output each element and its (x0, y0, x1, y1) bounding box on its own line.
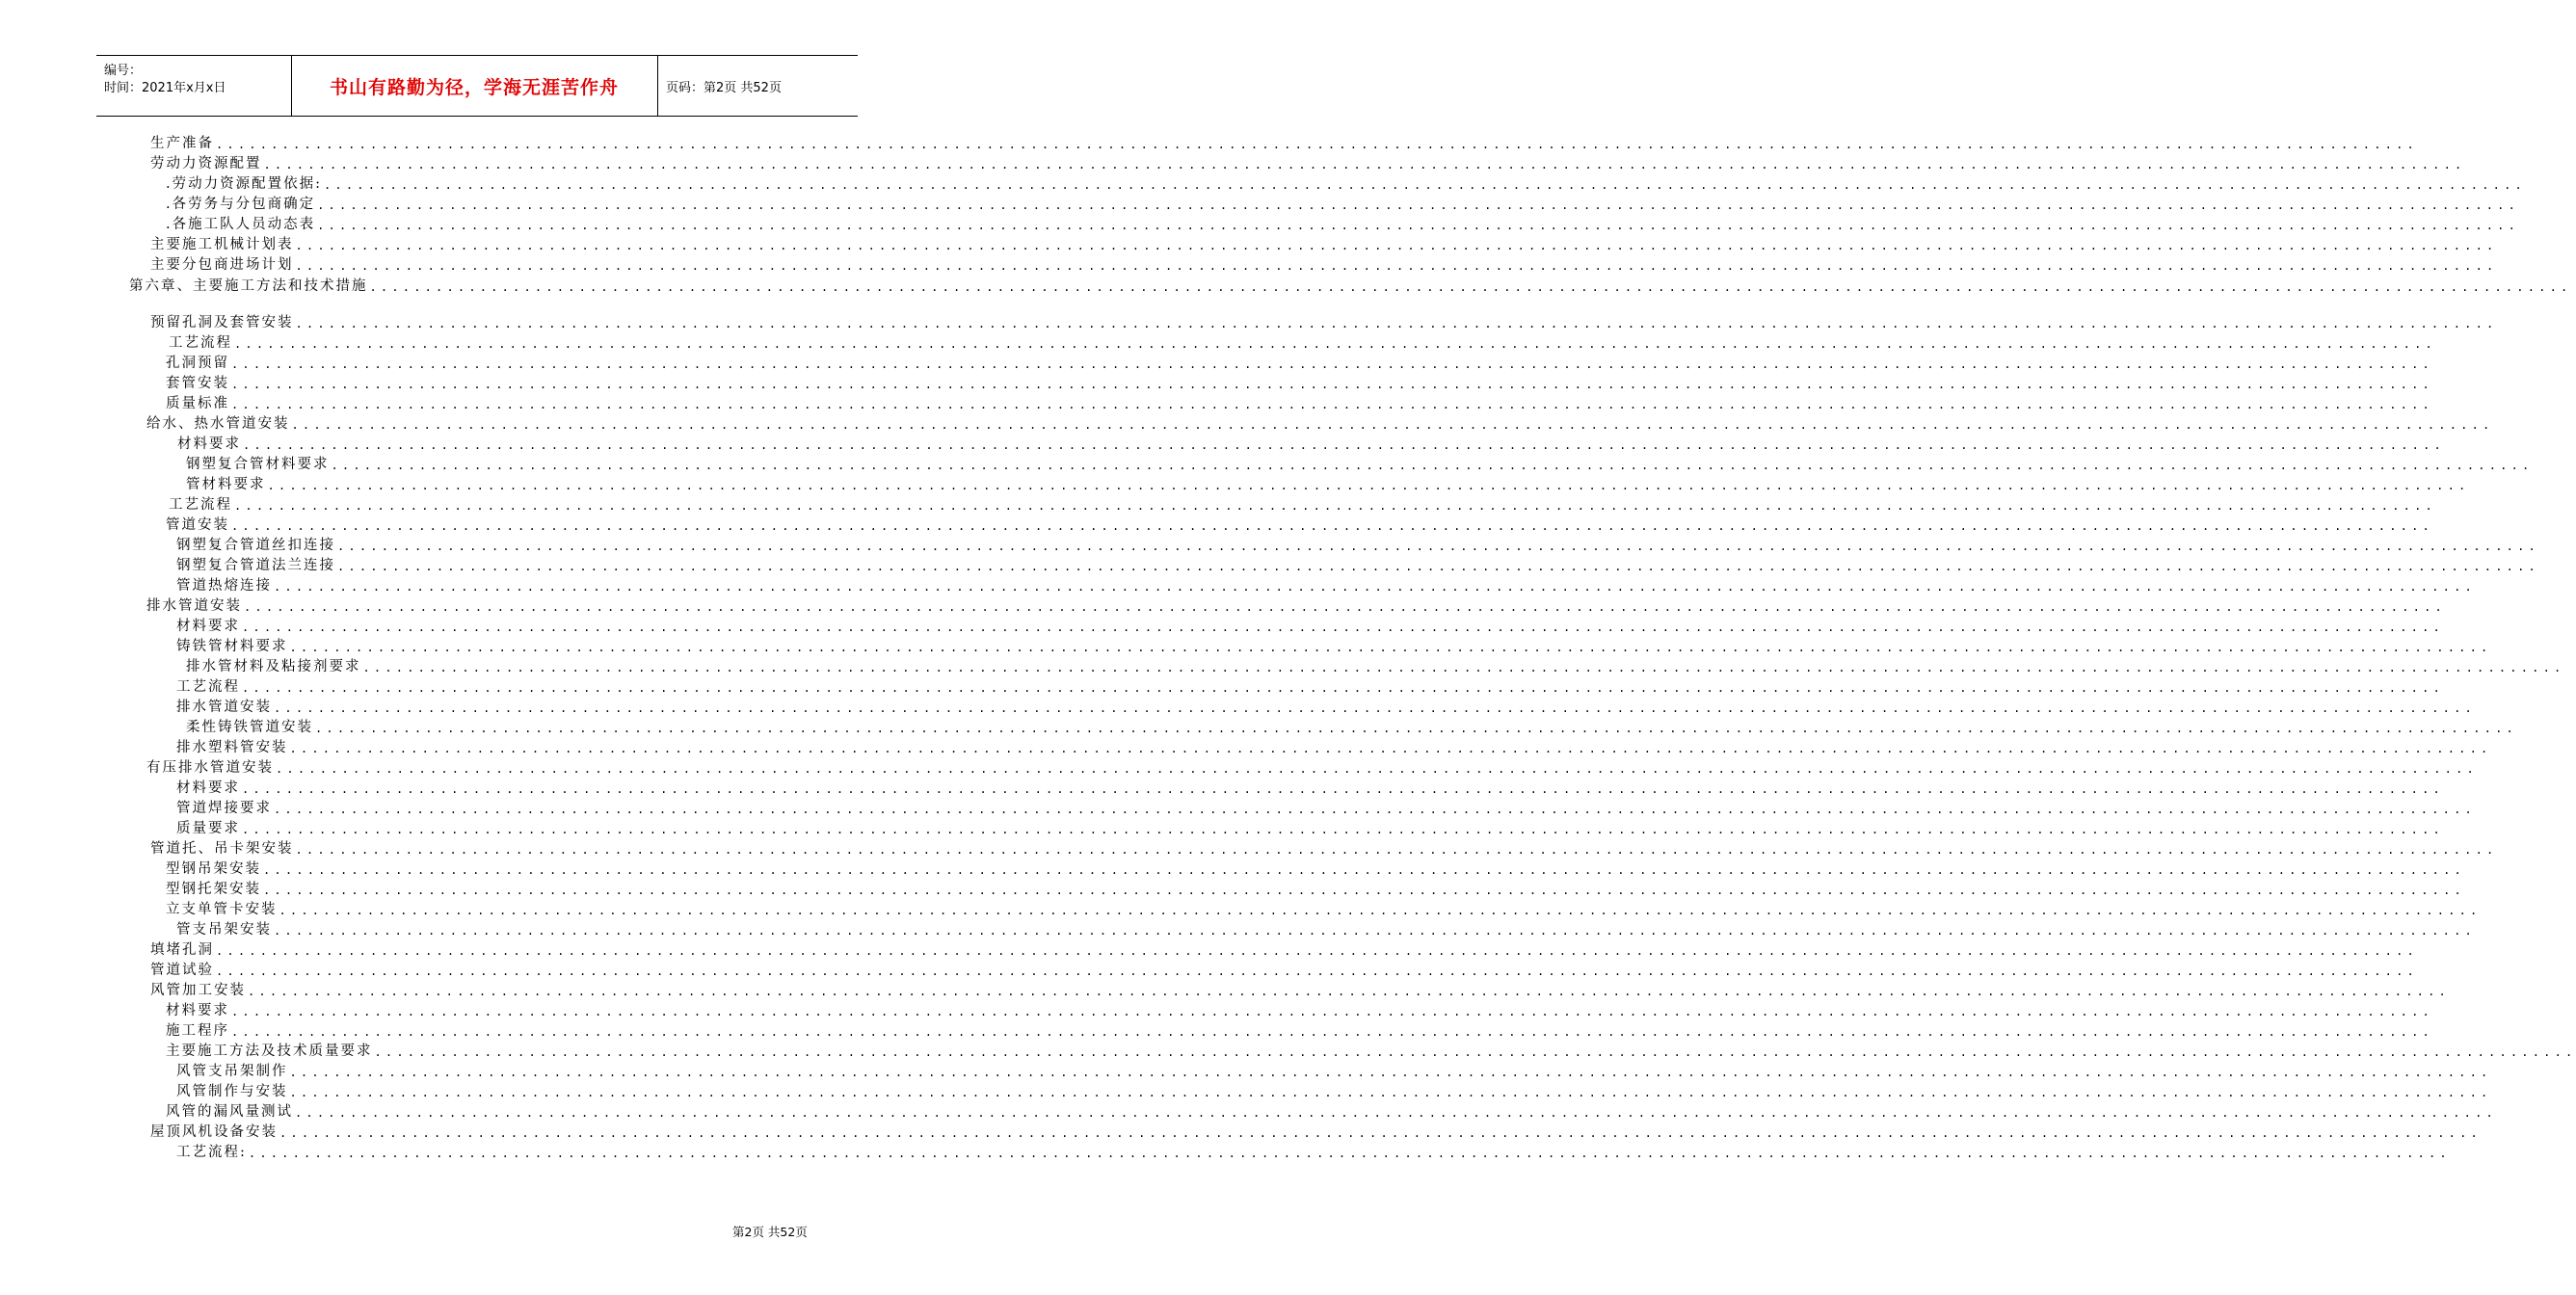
toc-entry-title: 有压排水管道安装 (146, 760, 274, 776)
toc-entry (150, 154, 2466, 174)
toc-entry (166, 195, 2520, 215)
toc-entry (176, 576, 2476, 596)
toc-dot-leader: ........................................................................................................................................................................................................ (295, 1106, 2497, 1120)
toc-dot-leader: ........................................................................................................................................................................................................ (263, 158, 2466, 172)
toc-entry (166, 354, 2433, 374)
toc-entry (166, 215, 2520, 235)
toc-dot-leader: ........................................................................................................................................................................................................ (243, 438, 2445, 452)
toc-entry-title: 排水塑料管安装 (176, 740, 288, 755)
toc-dot-leader: ........................................................................................................................................................................................................ (216, 944, 2418, 958)
toc-entry-title: 主要施工方法及技术质量要求 (166, 1044, 373, 1059)
toc-entry-title: 风管支吊架制作 (176, 1064, 288, 1079)
toc-entry-title: 管支吊架安装 (176, 922, 272, 938)
toc-entry-title: 型钢吊架安装 (166, 861, 261, 877)
toc-entry-title: 管道安装 (166, 517, 229, 533)
toc-dot-leader: ........................................................................................................................................................................................................ (274, 580, 2476, 594)
toc-entry-title: 质量标准 (166, 396, 229, 411)
toc-dot-leader: ........................................................................................................................................................................................................ (242, 681, 2444, 695)
toc-entry (146, 414, 2494, 435)
toc-dot-leader: ........................................................................................................................................................................................................ (242, 782, 2444, 796)
toc-entry (146, 596, 2446, 617)
toc-entry-title: 工艺流程: (176, 1145, 247, 1160)
toc-entry-title: 给水、热水管道安装 (146, 416, 290, 432)
toc-entry-title: .各劳务与分包商确定 (166, 197, 316, 212)
toc-dot-leader: ........................................................................................................................................................................................................ (231, 378, 2433, 391)
header-right-cell (658, 56, 858, 116)
toc-entry (129, 277, 2572, 297)
toc-entry (176, 536, 2539, 556)
toc-entry (169, 333, 2436, 354)
toc-entry (166, 515, 2433, 536)
toc-entry-title: 工艺流程 (169, 335, 232, 351)
toc-dot-leader: ........................................................................................................................................................................................................ (295, 239, 2498, 252)
toc-entry (166, 900, 2482, 920)
toc-dot-leader: ........................................................................................................................................................................................................ (248, 1147, 2451, 1160)
toc-entry (166, 1021, 2433, 1042)
toc-entry (176, 779, 2444, 799)
toc-entry-title: 主要施工机械计划表 (150, 237, 294, 252)
toc-dot-leader: ........................................................................................................................................................................................................ (263, 884, 2465, 897)
toc-dot-leader: ........................................................................................................................................................................................................ (324, 178, 2526, 192)
toc-entry-title: 管道试验 (150, 963, 214, 978)
toc-entry-title: 质量要求 (176, 821, 240, 836)
toc-entry (150, 981, 2450, 1001)
toc-entry (186, 718, 2517, 738)
toc-entry (186, 455, 2534, 475)
toc-dot-leader: ........................................................................................................................................................................................................ (276, 762, 2478, 776)
toc-dot-leader: ........................................................................................................................................................................................................ (242, 823, 2444, 836)
toc-entry-title: 管材料要求 (186, 477, 266, 492)
toc-dot-leader: ........................................................................................................................................................................................................ (337, 540, 2539, 553)
toc-entry (169, 495, 2436, 515)
toc-entry-title: 钢塑复合管道法兰连接 (176, 558, 335, 573)
toc-entry (166, 1001, 2433, 1021)
toc-entry (176, 738, 2492, 758)
toc-entry-title: 套管安装 (166, 376, 229, 391)
toc-dot-leader: ........................................................................................................................................................................................................ (216, 138, 2418, 151)
toc-dot-leader: ........................................................................................................................................................................................................ (231, 519, 2433, 533)
toc-entry-title: 孔洞预留 (166, 356, 229, 371)
toc-entry-title: .劳动力资源配置依据: (166, 176, 322, 192)
header-left-cell (96, 56, 292, 116)
toc-entry-title: 管道托、吊卡架安装 (150, 841, 294, 857)
toc-entry (176, 677, 2444, 698)
toc-entry (176, 1082, 2492, 1102)
toc-dot-leader: ........................................................................................................................................................................................................ (242, 621, 2444, 634)
toc-entry (166, 374, 2433, 394)
date-label: 时间：2021年x月x日 (104, 81, 226, 95)
toc-entry (166, 1102, 2497, 1123)
toc-dot-leader: ........................................................................................................................................................................................................ (234, 499, 2436, 513)
toc-entry (176, 799, 2476, 819)
toc-dot-leader: ........................................................................................................................................................................................................ (263, 863, 2465, 877)
toc-entry (176, 819, 2444, 839)
toc-entry (176, 920, 2476, 940)
toc-entry-title: 立支单管卡安装 (166, 902, 278, 917)
toc-entry-title: 排水管材料及粘接剂要求 (186, 659, 361, 674)
toc-entry (166, 174, 2526, 195)
toc-entry-title: 钢塑复合管道丝扣连接 (176, 538, 335, 553)
toc-dot-leader: ........................................................................................................................................................................................................ (274, 701, 2476, 715)
toc-dot-leader: ........................................................................................................................................................................................................ (362, 661, 2565, 674)
toc-entry (176, 617, 2444, 637)
toc-dot-leader: ........................................................................................................................................................................................................ (274, 803, 2476, 816)
toc-dot-leader: ........................................................................................................................................................................................................ (234, 337, 2436, 351)
toc-entry-title: 材料要求 (176, 780, 240, 796)
toc-dot-leader: ........................................................................................................................................................................................................ (274, 924, 2476, 938)
toc-entry-title: 铸铁管材料要求 (176, 639, 288, 654)
toc-entry (166, 394, 2433, 414)
toc-entry (150, 134, 2418, 154)
motto-text: 书山有路勤为径，学海无涯苦作舟 (329, 77, 619, 98)
toc-entry (146, 758, 2478, 779)
toc-dot-leader: ........................................................................................................................................................................................................ (317, 219, 2520, 232)
toc-entry (176, 698, 2476, 718)
toc-entry-title: 材料要求 (176, 619, 240, 634)
toc-dot-leader: ........................................................................................................................................................................................................ (267, 479, 2470, 492)
toc-entry (186, 657, 2565, 677)
toc-dot-leader: ........................................................................................................................................................................................................ (295, 259, 2498, 273)
toc-dot-leader: ........................................................................................................................................................................................................ (315, 722, 2517, 735)
toc-entry (177, 435, 2445, 455)
toc-entry (150, 1123, 2482, 1143)
toc-entry (150, 235, 2498, 255)
toc-entry (150, 839, 2498, 859)
toc-entry (150, 255, 2498, 276)
toc-entry (186, 475, 2470, 495)
toc-entry-title: 劳动力资源配置 (150, 156, 262, 172)
toc-entry-title: 工艺流程 (176, 679, 240, 695)
toc-entry (150, 313, 2498, 333)
toc-dot-leader: ........................................................................................................................................................................................................ (317, 198, 2520, 212)
toc-entry-title: 材料要求 (177, 436, 241, 452)
toc-dot-leader: ........................................................................................................................................................................................................ (289, 742, 2492, 755)
toc-entry-title: 管道热熔连接 (176, 578, 272, 594)
toc-entry-title: 第六章、主要施工方法和技术措施 (129, 278, 368, 294)
toc-dot-leader: ........................................................................................................................................................................................................ (331, 459, 2534, 472)
toc-dot-leader: ........................................................................................................................................................................................................ (248, 985, 2450, 998)
toc-dot-leader: ........................................................................................................................................................................................................ (279, 904, 2482, 917)
toc-entry-title: 风管的漏风量测试 (166, 1104, 293, 1120)
toc-dot-leader: ........................................................................................................................................................................................................ (295, 317, 2498, 330)
toc-entry (176, 1143, 2451, 1163)
toc-dot-leader: ........................................................................................................................................................................................................ (337, 560, 2539, 573)
toc-entry-title: 生产准备 (150, 136, 214, 151)
toc-dot-leader: ........................................................................................................................................................................................................ (231, 357, 2433, 371)
toc-entry-title: 工艺流程 (169, 497, 232, 513)
toc-entry-title: .各施工队人员动态表 (166, 217, 316, 232)
toc-entry (176, 1062, 2492, 1082)
toc-entry (166, 859, 2465, 880)
toc-dot-leader: ........................................................................................................................................................................................................ (289, 1086, 2492, 1099)
toc-entry (150, 940, 2418, 961)
toc-entry-title: 风管加工安装 (150, 983, 246, 998)
toc-entry (166, 1042, 2576, 1062)
toc-dot-leader: ........................................................................................................................................................................................................ (289, 641, 2492, 654)
toc-entry-title: 填堵孔洞 (150, 942, 214, 958)
page-header (96, 55, 858, 117)
toc-dot-leader: ........................................................................................................................................................................................................ (295, 843, 2498, 857)
header-middle-cell (291, 56, 658, 116)
toc-dot-leader: ........................................................................................................................................................................................................ (369, 280, 2572, 294)
toc-entry-title: 屋顶风机设备安装 (150, 1124, 278, 1140)
toc-entry-title: 材料要求 (166, 1003, 229, 1018)
toc-entry-title: 排水管道安装 (176, 700, 272, 715)
toc-entry-title: 型钢托架安装 (166, 882, 261, 897)
toc-entry-title: 管道焊接要求 (176, 801, 272, 816)
toc-dot-leader: ........................................................................................................................................................................................................ (231, 1025, 2433, 1039)
toc-entry-title: 钢塑复合管材料要求 (186, 457, 330, 472)
toc-entry-title: 柔性铸铁管道安装 (186, 720, 313, 735)
toc-entry-title: 主要分包商进场计划 (150, 257, 294, 273)
footer-page-number: 第2页 共52页 (732, 1225, 808, 1239)
toc-entry-title: 风管制作与安装 (176, 1084, 288, 1099)
serial-number-label: 编号： (104, 64, 143, 78)
toc-dot-leader: ........................................................................................................................................................................................................ (244, 600, 2446, 614)
toc-entry (176, 637, 2492, 657)
toc-dot-leader: ........................................................................................................................................................................................................ (289, 1066, 2492, 1079)
toc-dot-leader: ........................................................................................................................................................................................................ (231, 1005, 2433, 1018)
toc-entry (166, 880, 2465, 900)
toc-dot-leader: ........................................................................................................................................................................................................ (374, 1045, 2576, 1059)
page-number-label: 页码：第2页 共52页 (666, 81, 782, 95)
toc-dot-leader: ........................................................................................................................................................................................................ (216, 965, 2418, 978)
toc-entry-title: 施工程序 (166, 1023, 229, 1039)
toc-entry (176, 556, 2539, 576)
toc-dot-leader: ........................................................................................................................................................................................................ (291, 418, 2494, 432)
toc-entry-title: 排水管道安装 (146, 598, 242, 614)
toc-dot-leader: ........................................................................................................................................................................................................ (231, 398, 2433, 411)
toc-dot-leader: ........................................................................................................................................................................................................ (279, 1126, 2482, 1140)
toc-entry-title: 预留孔洞及套管安装 (150, 315, 294, 330)
toc-entry (150, 961, 2418, 981)
